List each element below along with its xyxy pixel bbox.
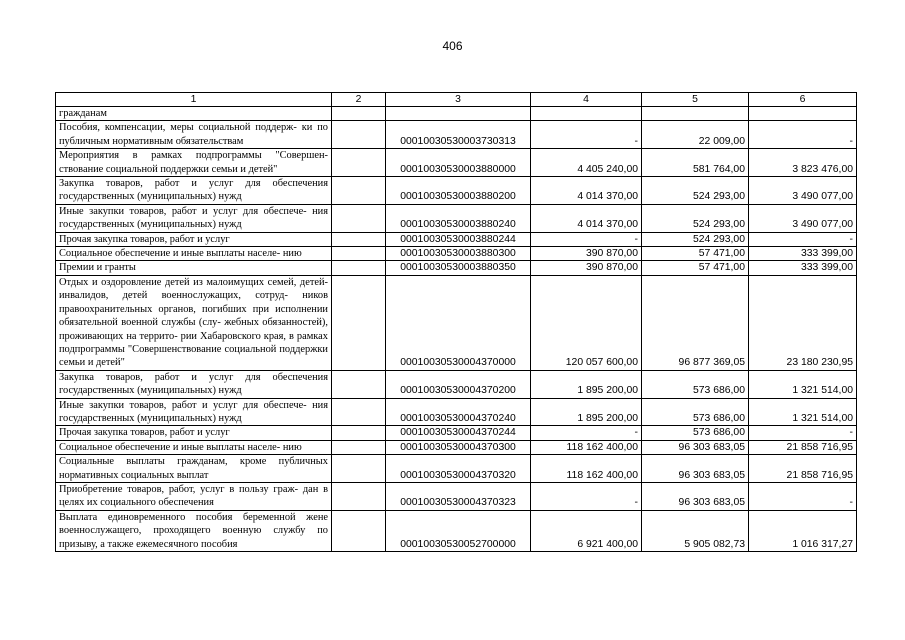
row-value-col6-cell: - xyxy=(749,482,857,510)
row-value-col5-cell xyxy=(642,107,749,121)
row-value-col4-cell: 120 057 600,00 xyxy=(531,275,642,370)
row-name-cell: Иные закупки товаров, работ и услуг для обеспече- ния государственных (муниципальных) нужд xyxy=(56,204,332,232)
column-header: 1 xyxy=(56,93,332,107)
row-value-col5-cell: 96 877 369,05 xyxy=(642,275,749,370)
row-name-cell: Пособия, компенсации, меры социальной поддерж- ки по публичным нормативным обязательствам xyxy=(56,121,332,149)
row-value-col4-cell: - xyxy=(531,482,642,510)
row-value-col5-cell: 96 303 683,05 xyxy=(642,455,749,483)
row-value-col6-cell: 3 490 077,00 xyxy=(749,204,857,232)
row-value-col5-cell: 96 303 683,05 xyxy=(642,440,749,454)
row-value-col5-cell: 573 686,00 xyxy=(642,426,749,440)
row-value-col6-cell xyxy=(749,107,857,121)
table-row xyxy=(56,247,857,261)
row-value-col6-cell: 333 399,00 xyxy=(749,261,857,275)
row-value-col5-cell: 573 686,00 xyxy=(642,398,749,426)
row-value-col6-cell: 333 399,00 xyxy=(749,247,857,261)
row-value-col5-cell: 581 764,00 xyxy=(642,149,749,177)
row-name-cell: Прочая закупка товаров, работ и услуг xyxy=(56,426,332,440)
row-code-cell: 00010030530003880200 xyxy=(386,177,531,205)
row-empty-cell xyxy=(332,510,386,551)
row-code-cell xyxy=(386,107,531,121)
row-value-col5-cell: 524 293,00 xyxy=(642,232,749,246)
row-empty-cell xyxy=(332,440,386,454)
row-name-cell: Социальное обеспечение и иные выплаты населе- нию xyxy=(56,247,332,261)
row-value-col4-cell: 118 162 400,00 xyxy=(531,455,642,483)
row-empty-cell xyxy=(332,482,386,510)
row-name-cell: Мероприятия в рамках подпрограммы "Совершен- ствование социальной поддержки семьи и детей" xyxy=(56,149,332,177)
table-row xyxy=(56,261,857,275)
row-value-col5-cell: 96 303 683,05 xyxy=(642,482,749,510)
row-value-col4-cell: 4 014 370,00 xyxy=(531,204,642,232)
row-value-col4-cell: 118 162 400,00 xyxy=(531,440,642,454)
row-value-col6-cell: 3 823 476,00 xyxy=(749,149,857,177)
row-value-col5-cell: 22 009,00 xyxy=(642,121,749,149)
row-value-col5-cell: 524 293,00 xyxy=(642,204,749,232)
row-name-cell: Закупка товаров, работ и услуг для обеспечения государственных (муниципальных) нужд xyxy=(56,177,332,205)
row-value-col5-cell: 57 471,00 xyxy=(642,261,749,275)
column-header: 5 xyxy=(642,93,749,107)
row-value-col6-cell: - xyxy=(749,232,857,246)
row-value-col6-cell: 1 016 317,27 xyxy=(749,510,857,551)
row-code-cell: 00010030530004370323 xyxy=(386,482,531,510)
row-value-col6-cell: 21 858 716,95 xyxy=(749,455,857,483)
page-number: 406 xyxy=(442,39,463,53)
row-value-col6-cell: 3 490 077,00 xyxy=(749,177,857,205)
row-empty-cell xyxy=(332,370,386,398)
table-row xyxy=(56,275,857,370)
row-code-cell: 00010030530004370244 xyxy=(386,426,531,440)
table-row xyxy=(56,482,857,510)
row-code-cell: 00010030530004370200 xyxy=(386,370,531,398)
row-value-col5-cell: 573 686,00 xyxy=(642,370,749,398)
row-name-cell: гражданам xyxy=(56,107,332,121)
row-name-cell: Социальные выплаты гражданам, кроме публичных нормативных социальных выплат xyxy=(56,455,332,483)
column-header: 6 xyxy=(749,93,857,107)
table-row xyxy=(56,440,857,454)
row-empty-cell xyxy=(332,204,386,232)
table-row xyxy=(56,398,857,426)
row-value-col4-cell: 390 870,00 xyxy=(531,247,642,261)
row-value-col6-cell: - xyxy=(749,121,857,149)
row-code-cell: 00010030530004370000 xyxy=(386,275,531,370)
table-row xyxy=(56,149,857,177)
row-value-col5-cell: 524 293,00 xyxy=(642,177,749,205)
row-code-cell: 00010030530003880300 xyxy=(386,247,531,261)
row-value-col6-cell: 23 180 230,95 xyxy=(749,275,857,370)
row-value-col4-cell: 390 870,00 xyxy=(531,261,642,275)
row-value-col6-cell: 21 858 716,95 xyxy=(749,440,857,454)
row-value-col6-cell: - xyxy=(749,426,857,440)
row-code-cell: 00010030530004370240 xyxy=(386,398,531,426)
row-empty-cell xyxy=(332,426,386,440)
row-name-cell: Иные закупки товаров, работ и услуг для обеспече- ния государственных (муниципальных) нужд xyxy=(56,398,332,426)
row-value-col4-cell: - xyxy=(531,232,642,246)
table-row xyxy=(56,177,857,205)
table-row xyxy=(56,107,857,121)
table-row xyxy=(56,510,857,551)
row-value-col4-cell: 4 405 240,00 xyxy=(531,149,642,177)
row-value-col4-cell: - xyxy=(531,121,642,149)
row-name-cell: Отдых и оздоровление детей из малоимущих семей, детей-инвалидов, детей военнослужащих, сотруд- ников правоохранительных органов, погибших при исполнении обязательной военной службы (слу- жебных обязанностей), проживающих на террито- рии Хабаровского края, в рамках подпрограммы "Совершенствование социальной поддержки семьи и детей" xyxy=(56,275,332,370)
row-value-col4-cell: 1 895 200,00 xyxy=(531,398,642,426)
table-row xyxy=(56,426,857,440)
row-empty-cell xyxy=(332,247,386,261)
row-value-col6-cell: 1 321 514,00 xyxy=(749,398,857,426)
row-value-col5-cell: 57 471,00 xyxy=(642,247,749,261)
row-code-cell: 00010030530003880000 xyxy=(386,149,531,177)
row-name-cell: Приобретение товаров, работ, услуг в пользу граж- дан в целях их социального обеспечения xyxy=(56,482,332,510)
row-value-col4-cell: 6 921 400,00 xyxy=(531,510,642,551)
row-empty-cell xyxy=(332,455,386,483)
row-value-col4-cell xyxy=(531,107,642,121)
row-code-cell: 00010030530003880350 xyxy=(386,261,531,275)
row-empty-cell xyxy=(332,275,386,370)
row-name-cell: Выплата единовременного пособия беременной жене военнослужащего, проходящего военную службу по призыву, а также ежемесячного пособия xyxy=(56,510,332,551)
row-value-col6-cell: 1 321 514,00 xyxy=(749,370,857,398)
table-row xyxy=(56,204,857,232)
row-name-cell: Прочая закупка товаров, работ и услуг xyxy=(56,232,332,246)
table-row xyxy=(56,121,857,149)
row-code-cell: 00010030530003880240 xyxy=(386,204,531,232)
row-code-cell: 00010030530004370320 xyxy=(386,455,531,483)
column-header: 2 xyxy=(332,93,386,107)
row-value-col5-cell: 5 905 082,73 xyxy=(642,510,749,551)
row-empty-cell xyxy=(332,261,386,275)
row-name-cell: Премии и гранты xyxy=(56,261,332,275)
row-empty-cell xyxy=(332,398,386,426)
column-header: 4 xyxy=(531,93,642,107)
row-empty-cell xyxy=(332,107,386,121)
row-code-cell: 00010030530052700000 xyxy=(386,510,531,551)
row-empty-cell xyxy=(332,121,386,149)
column-header: 3 xyxy=(386,93,531,107)
row-code-cell: 00010030530003730313 xyxy=(386,121,531,149)
table-row xyxy=(56,232,857,246)
table-row xyxy=(56,455,857,483)
table-header-row xyxy=(56,93,857,107)
budget-table xyxy=(55,92,857,552)
row-empty-cell xyxy=(332,149,386,177)
row-name-cell: Закупка товаров, работ и услуг для обеспечения государственных (муниципальных) нужд xyxy=(56,370,332,398)
row-value-col4-cell: - xyxy=(531,426,642,440)
row-value-col4-cell: 4 014 370,00 xyxy=(531,177,642,205)
row-code-cell: 00010030530004370300 xyxy=(386,440,531,454)
table-row xyxy=(56,370,857,398)
row-name-cell: Социальное обеспечение и иные выплаты населе- нию xyxy=(56,440,332,454)
row-value-col4-cell: 1 895 200,00 xyxy=(531,370,642,398)
row-code-cell: 00010030530003880244 xyxy=(386,232,531,246)
row-empty-cell xyxy=(332,177,386,205)
row-empty-cell xyxy=(332,232,386,246)
